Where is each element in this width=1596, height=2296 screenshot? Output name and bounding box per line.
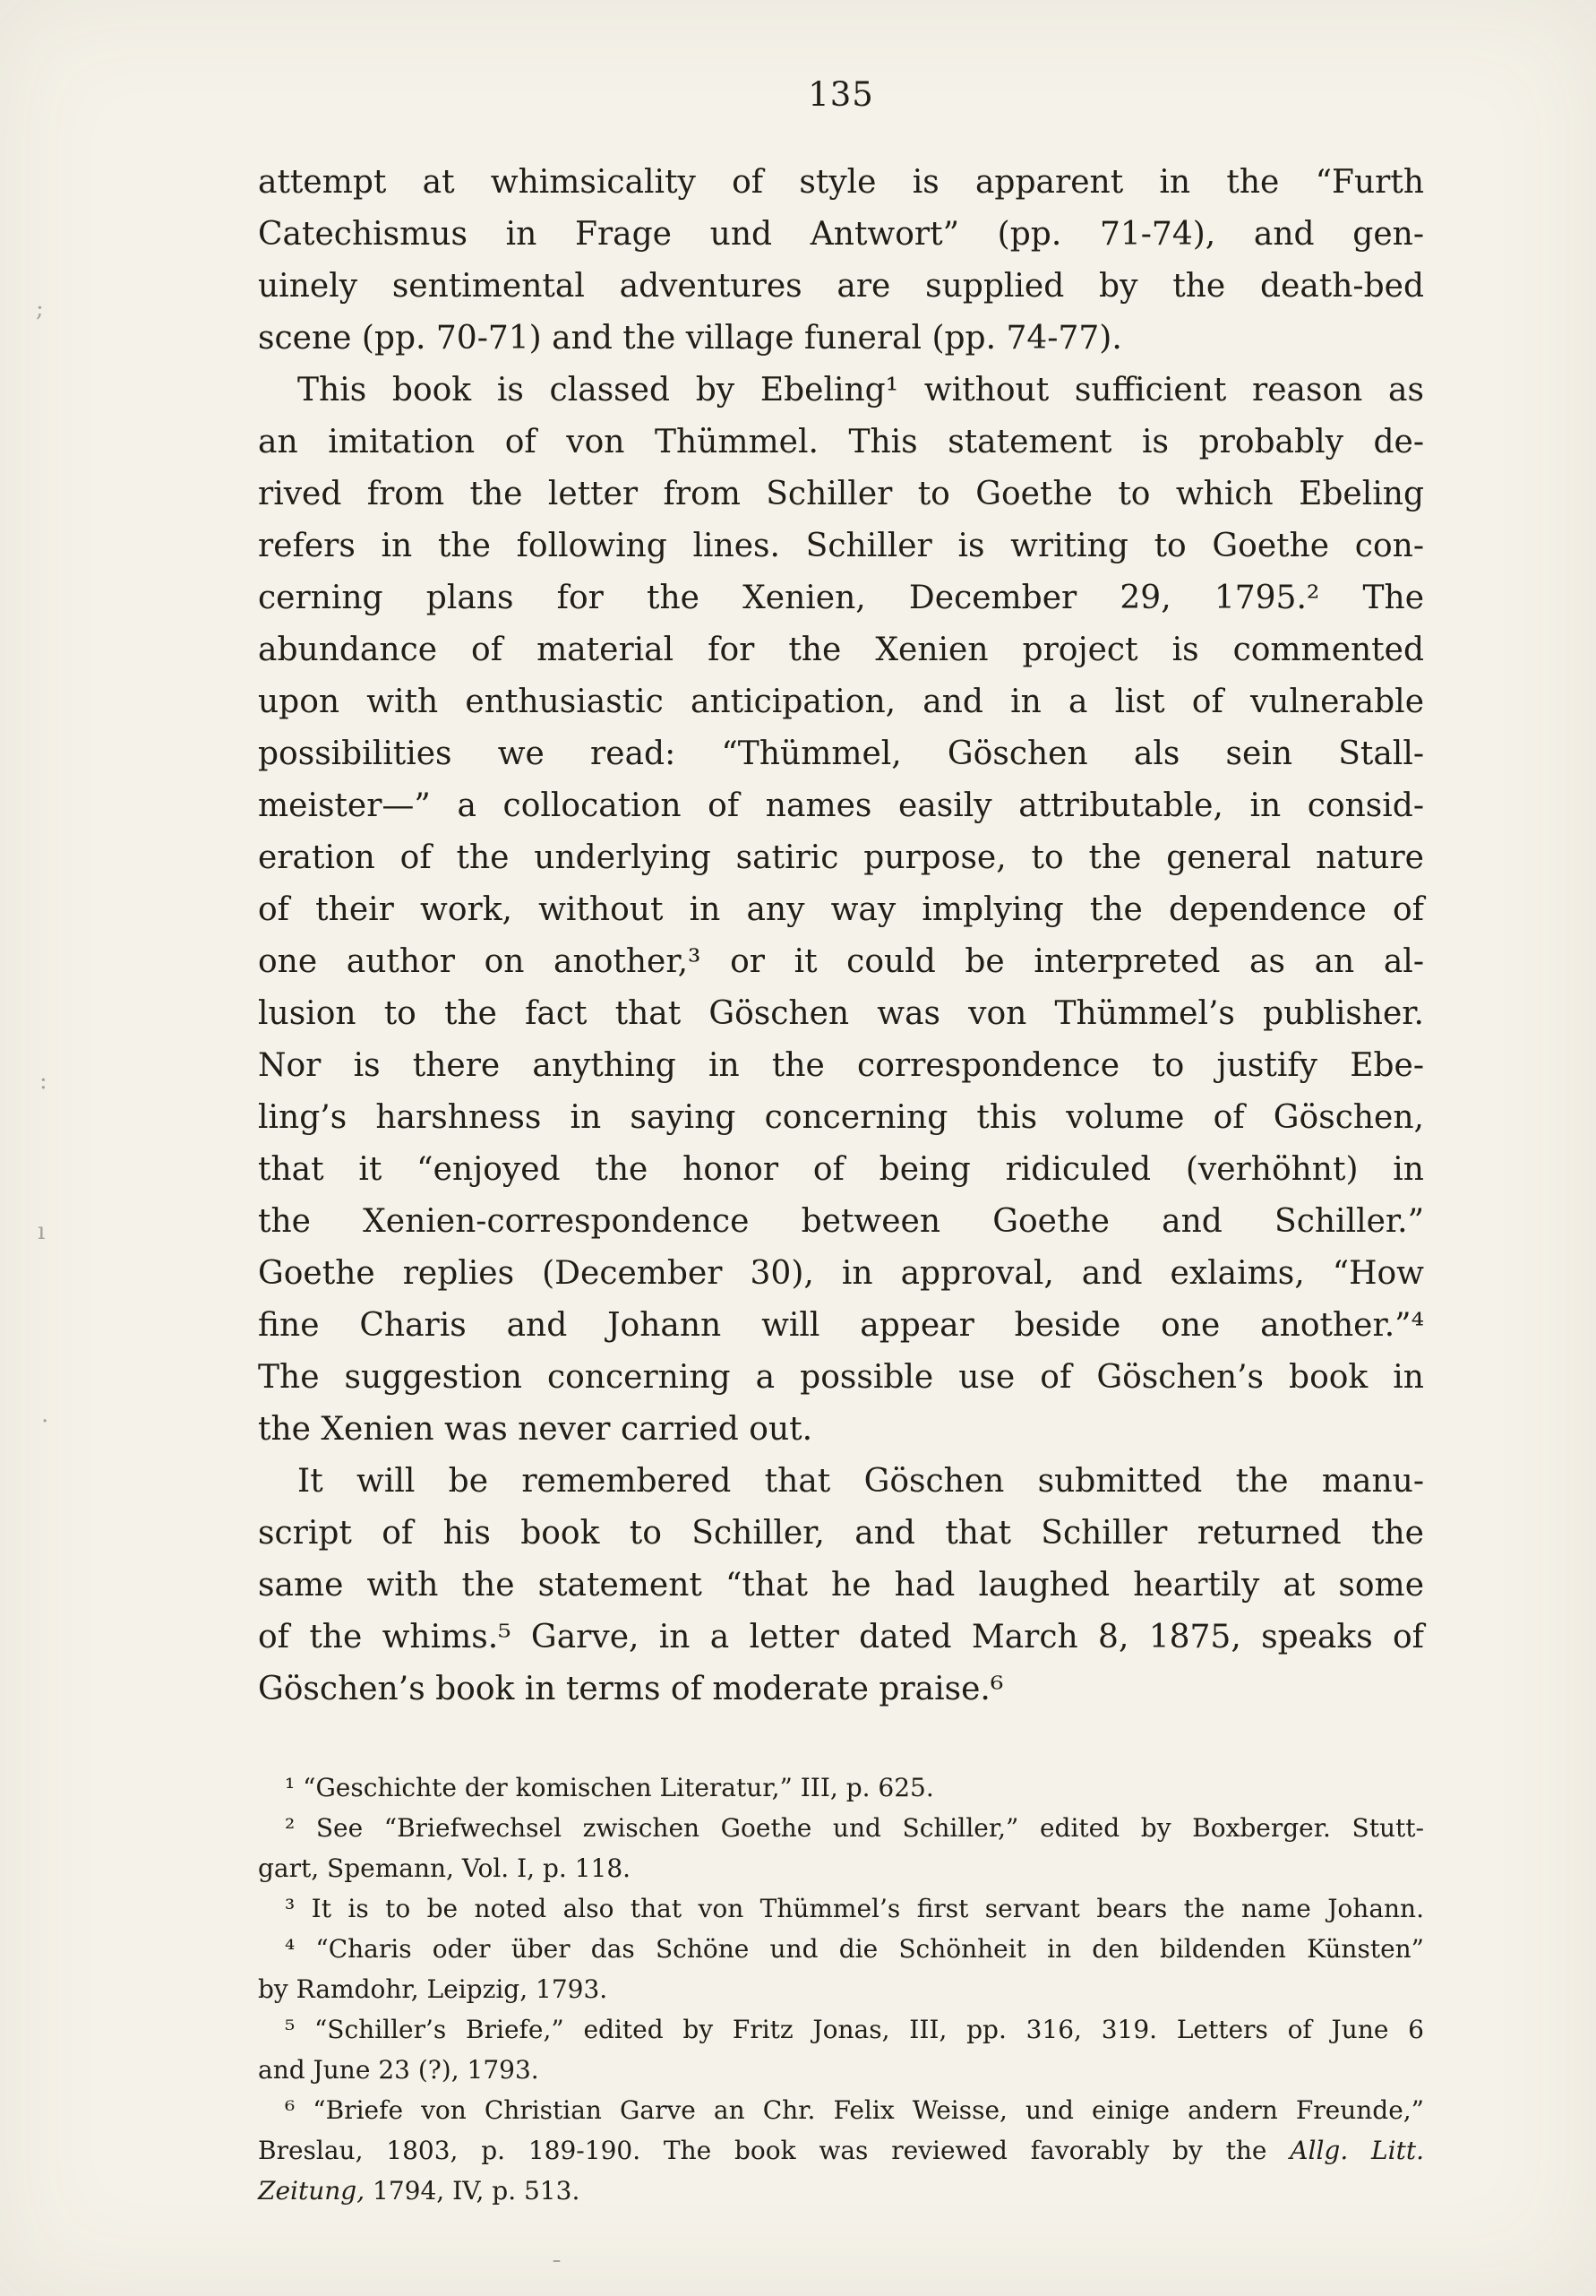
footnote [258,2090,1424,2211]
text-line: ling’s harshness in saying concerning this volume of Göschen, [258,1099,1424,1136]
text-line: scene (pp. 70-71) and the village funeral (pp. 74-77). [258,320,1122,357]
text-line: of the whims.⁵ Garve, in a letter dated March 8, 1875, speaks of [258,1619,1424,1655]
text-line: of their work, without in any way implying the dependence of [258,891,1424,928]
text-line: script of his book to Schiller, and that Schiller returned the [258,1515,1424,1552]
footnote [258,1929,1424,2009]
text-line: meister—” a collocation of names easily attributable, in consid- [258,787,1424,824]
text-line: It will be remembered that Göschen submitted the manu- [297,1463,1424,1500]
body-text [258,157,1424,1716]
text-line: refers in the following lines. Schiller is writing to Goethe con- [258,528,1424,564]
footnote-line: ¹ “Geschichte der komischen Literatur,” III, p. 625. [285,1773,934,1802]
scan-artifact: ˍ [551,2238,562,2265]
text-line: rived from the letter from Schiller to Goethe to which Ebeling [258,476,1424,512]
footnote [258,2009,1424,2090]
scan-artifact: · [41,1408,49,1435]
footnote [258,1767,1424,1808]
footnote-line: ³ It is to be noted also that von Thümmel’s first servant bears the name Johann. [285,1894,1424,1923]
text-line: attempt at whimsicality of style is apparent in the “Furth [258,164,1424,201]
page-number: 135 [808,75,874,114]
footnote-line: by Ramdohr, Leipzig, 1793. [258,1974,608,2004]
text-line: Nor is there anything in the correspondence to justify Ebe- [258,1047,1424,1084]
text-line: abundance of material for the Xenien project is commented [258,632,1424,668]
footnote [258,1888,1424,1929]
footnotes [258,1767,1424,2211]
paragraph [258,157,1424,365]
text-line: eration of the underlying satiric purpose, to the general nature [258,839,1424,876]
scan-artifact: : [39,1068,47,1095]
text-line: possibilities we read: “Thümmel, Göschen als sein Stall- [258,735,1424,772]
text-line: The suggestion concerning a possible use of Göschen’s book in [258,1359,1424,1396]
text-line: that it “enjoyed the honor of being ridiculed (verhöhnt) in [258,1151,1424,1188]
text-line: the Xenien was never carried out. [258,1411,813,1448]
footnote-line: ⁴ “Charis oder über das Schöne und die Schönheit in den bildenden Künsten” [285,1934,1424,1964]
text-line: an imitation of von Thümmel. This statement is probably de- [258,424,1424,460]
footnote [258,1808,1424,1888]
footnote-line: ⁶ “Briefe von Christian Garve an Chr. Felix Weisse, und einige andern Freunde,” [285,2095,1424,2125]
footnote-line: Breslau, 1803, p. 189-190. The book was reviewed favorably by the Allg. Litt. [258,2136,1424,2165]
paragraph [258,365,1424,1456]
footnote-line: Zeitung, 1794, IV, p. 513. [258,2176,580,2206]
text-line: upon with enthusiastic anticipation, and in a list of vulnerable [258,684,1424,720]
text-line: same with the statement “that he had laughed heartily at some [258,1567,1424,1604]
text-line: lusion to the fact that Göschen was von Thümmel’s publisher. [258,995,1424,1032]
text-line: fine Charis and Johann will appear beside one another.”⁴ [258,1307,1424,1344]
text-line: the Xenien-correspondence between Goethe and Schiller.” [258,1203,1424,1240]
text-line: cerning plans for the Xenien, December 29, 1795.² The [258,580,1424,616]
text-block [258,75,1424,2211]
scan-artifact: ı [38,1218,46,1245]
scan-artifact: ; [36,296,44,322]
footnote-line: ⁵ “Schiller’s Briefe,” edited by Fritz Jonas, III, pp. 316, 319. Letters of June 6 [285,2015,1424,2044]
text-line: This book is classed by Ebeling¹ without sufficient reason as [297,372,1424,408]
text-line: one author on another,³ or it could be interpreted as an al- [258,943,1424,980]
text-line: Goethe replies (December 30), in approval, and exlaims, “How [258,1255,1424,1292]
footnote-line: gart, Spemann, Vol. I, p. 118. [258,1853,631,1883]
text-line: Catechismus in Frage und Antwort” (pp. 71-74), and gen- [258,216,1424,253]
footnote-line: and June 23 (?), 1793. [258,2055,539,2085]
text-line: Göschen’s book in terms of moderate praise.⁶ [258,1671,1004,1707]
paragraph [258,1456,1424,1716]
footnote-line: ² See “Briefwechsel zwischen Goethe und Schiller,” edited by Boxberger. Stutt- [285,1813,1424,1843]
text-line: uinely sentimental adventures are supplied by the death-bed [258,268,1424,305]
